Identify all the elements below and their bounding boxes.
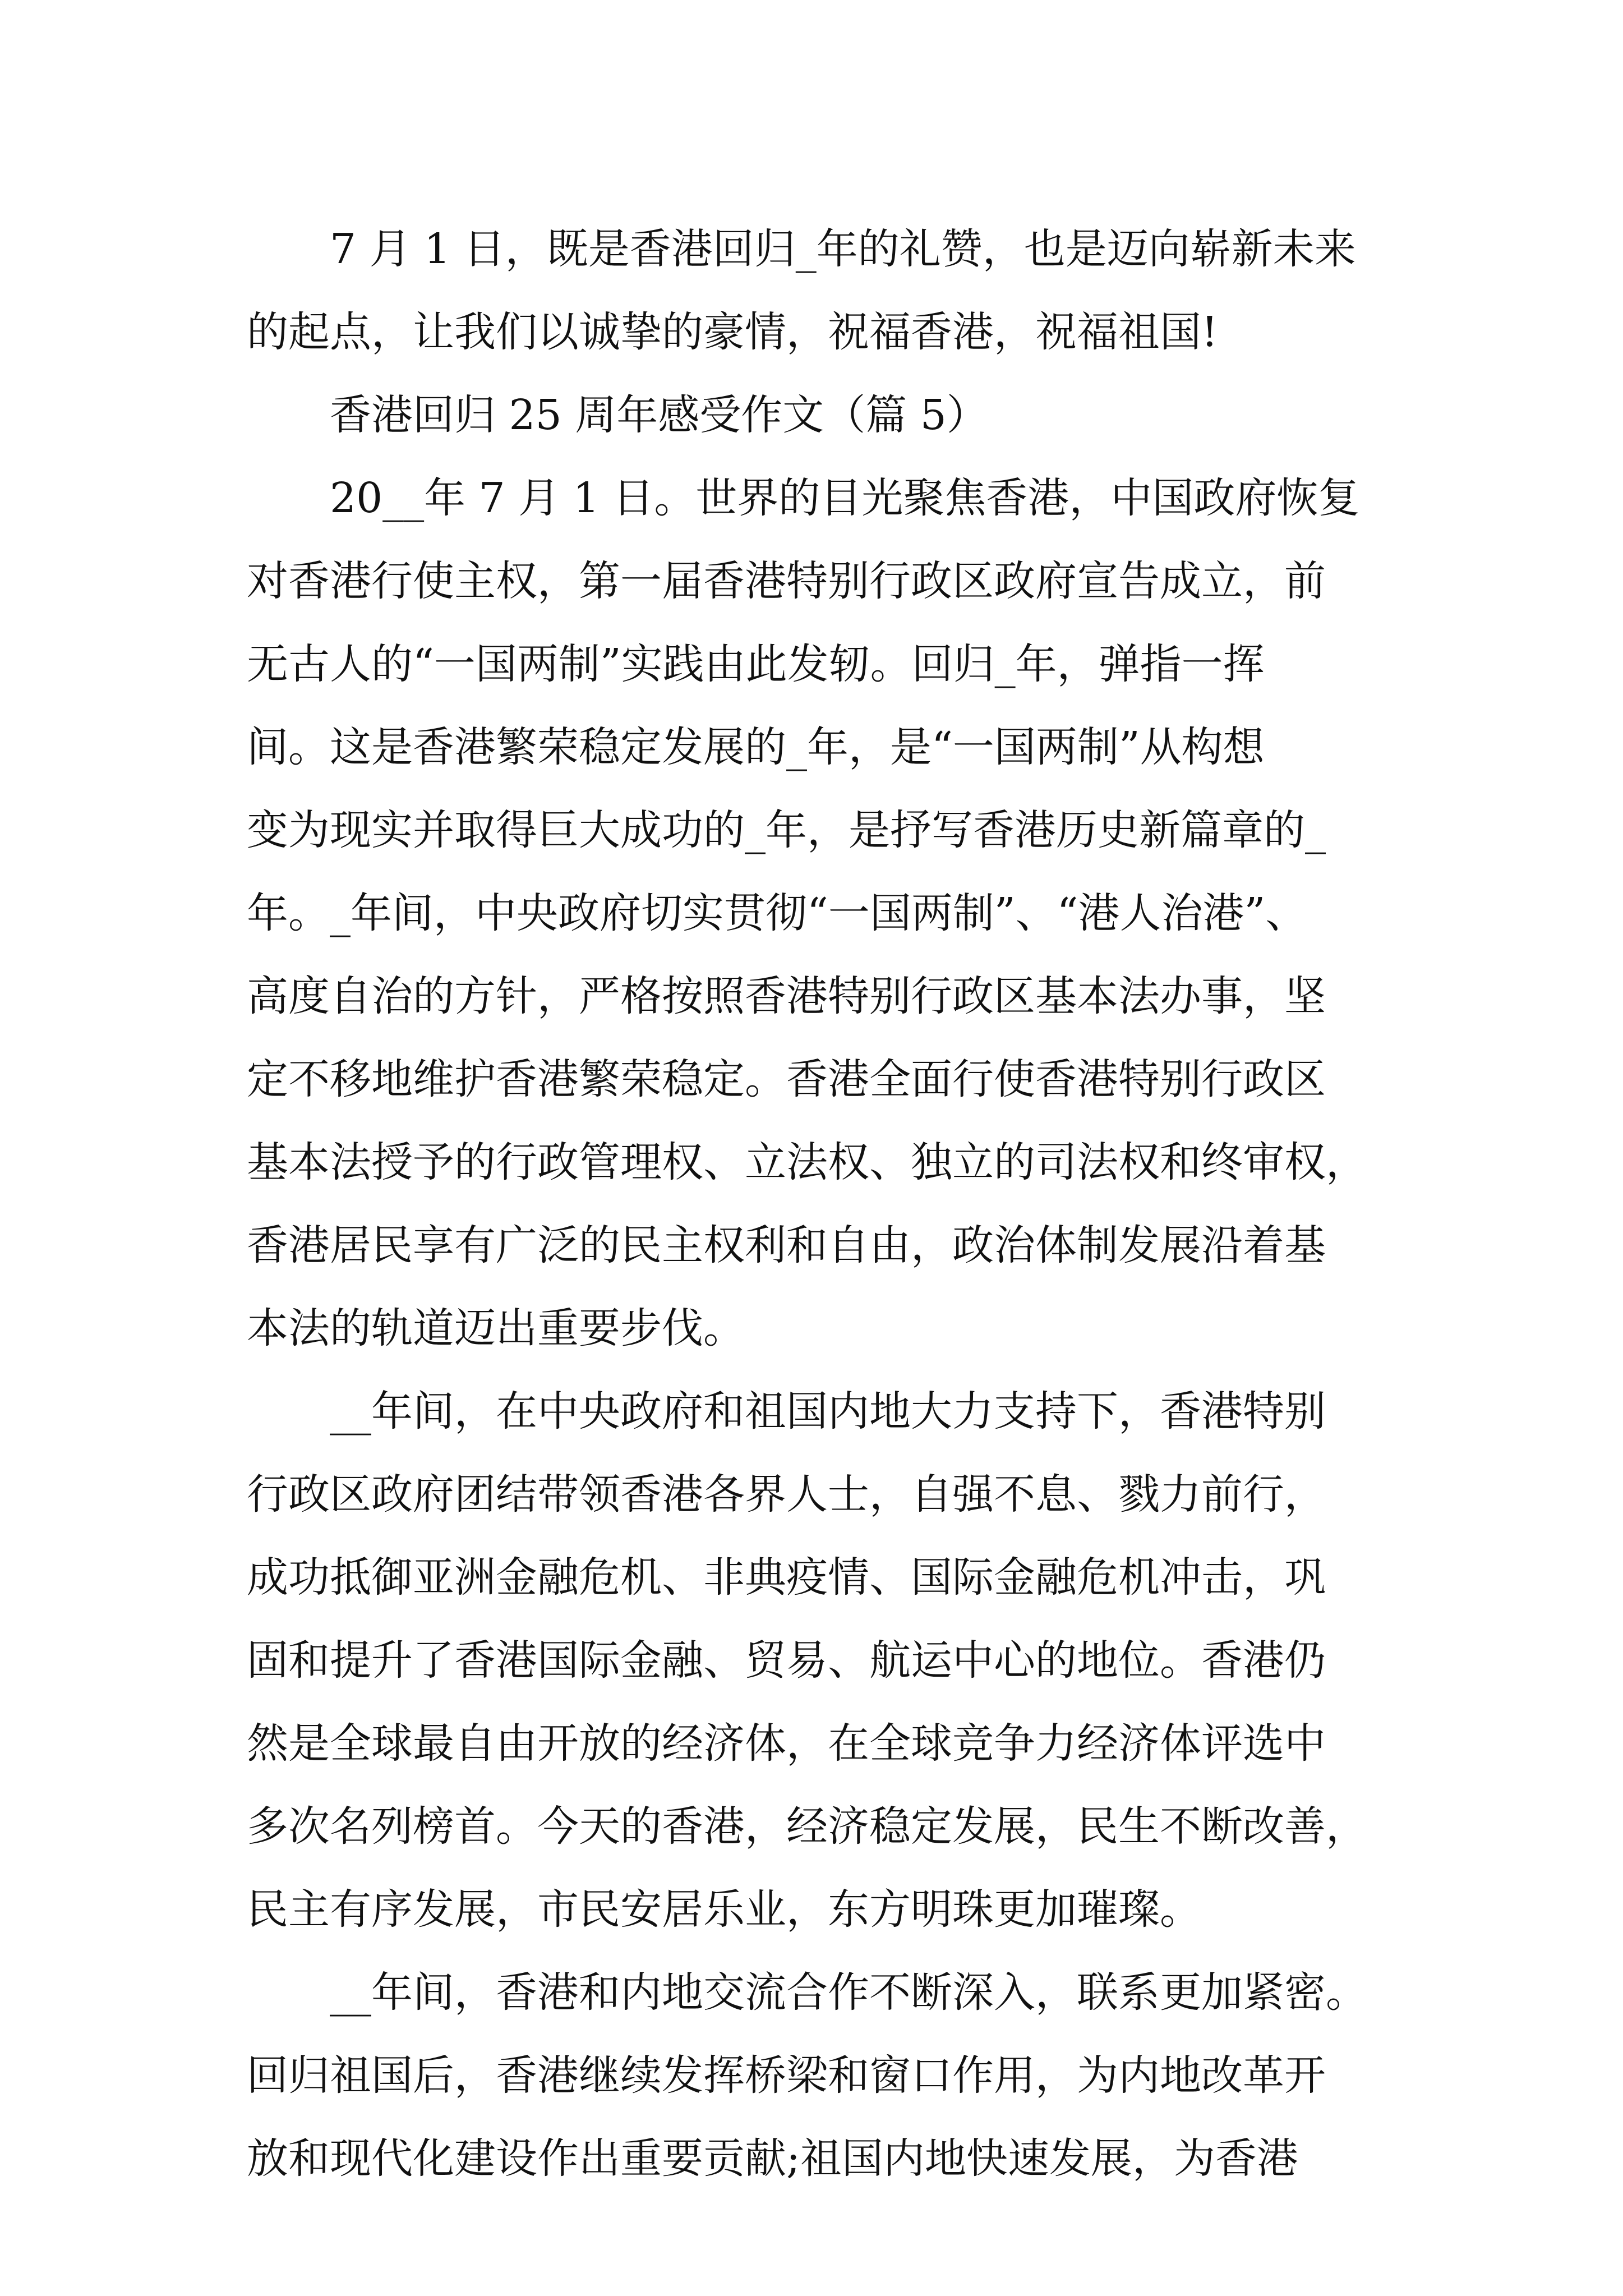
paragraph-line: 固和提升了香港国际金融、贸易、航运中心的地位。香港仍 xyxy=(247,1636,1326,1685)
paragraph-line: 然是全球最自由开放的经济体，在全球竞争力经济体评选中 xyxy=(247,1719,1326,1768)
paragraph-line: 的起点，让我们以诚挚的豪情，祝福香港，祝福祖国! xyxy=(247,308,1218,356)
paragraph-line: 变为现实并取得巨大成功的_年，是抒写香港历史新篇章的_ xyxy=(247,806,1326,854)
paragraph-line: 放和现代化建设作出重要贡献;祖国内地快速发展，为香港 xyxy=(247,2134,1298,2183)
paragraph-line: 间。这是香港繁荣稳定发展的_年，是“一国两制”从构想 xyxy=(247,723,1265,771)
paragraph-line: 年。_年间，中央政府切实贯彻“一国两制”、“港人治港”、 xyxy=(247,889,1307,937)
paragraph-line: 多次名列榜首。今天的香港，经济稳定发展，民生不断改善， xyxy=(247,1802,1367,1851)
paragraph-line: 回归祖国后，香港继续发挥桥梁和窗口作用，为内地改革开 xyxy=(247,2051,1326,2100)
paragraph-line: 高度自治的方针，严格按照香港特别行政区基本法办事，坚 xyxy=(247,972,1326,1020)
paragraph-line: 民主有序发展，市民安居乐业，东方明珠更加璀璨。 xyxy=(247,1885,1201,1934)
paragraph-line: 无古人的“一国两制”实践由此发轫。回归_年，弹指一挥 xyxy=(247,640,1265,688)
paragraph-line: 行政区政府团结带领香港各界人士，自强不息、戮力前行， xyxy=(247,1470,1326,1519)
document-body xyxy=(247,208,1391,2200)
paragraph-line: __年间，在中央政府和祖国内地大力支持下，香港特别 xyxy=(330,1387,1326,1435)
paragraph-line: 7 月 1 日，既是香港回归_年的礼赞，也是迈向崭新未来 xyxy=(330,225,1356,273)
paragraph-line: 香港居民享有广泛的民主权利和自由，政治体制发展沿着基 xyxy=(247,1221,1326,1269)
paragraph-line: 20__年 7 月 1 日。世界的目光聚焦香港，中国政府恢复 xyxy=(330,474,1360,522)
paragraph-line: __年间，香港和内地交流合作不断深入，联系更加紧密。 xyxy=(330,1968,1367,2017)
section-heading: 香港回归 25 周年感受作文（篇 5） xyxy=(330,391,988,439)
paragraph-line: 本法的轨道迈出重要步伐。 xyxy=(247,1304,745,1352)
paragraph-line: 基本法授予的行政管理权、立法权、独立的司法权和终审权， xyxy=(247,1138,1367,1186)
paragraph-line: 定不移地维护香港繁荣稳定。香港全面行使香港特别行政区 xyxy=(247,1055,1326,1103)
paragraph-line: 成功抵御亚洲金融危机、非典疫情、国际金融危机冲击，巩 xyxy=(247,1553,1326,1602)
paragraph-line: 对香港行使主权，第一届香港特别行政区政府宣告成立，前 xyxy=(247,557,1326,605)
